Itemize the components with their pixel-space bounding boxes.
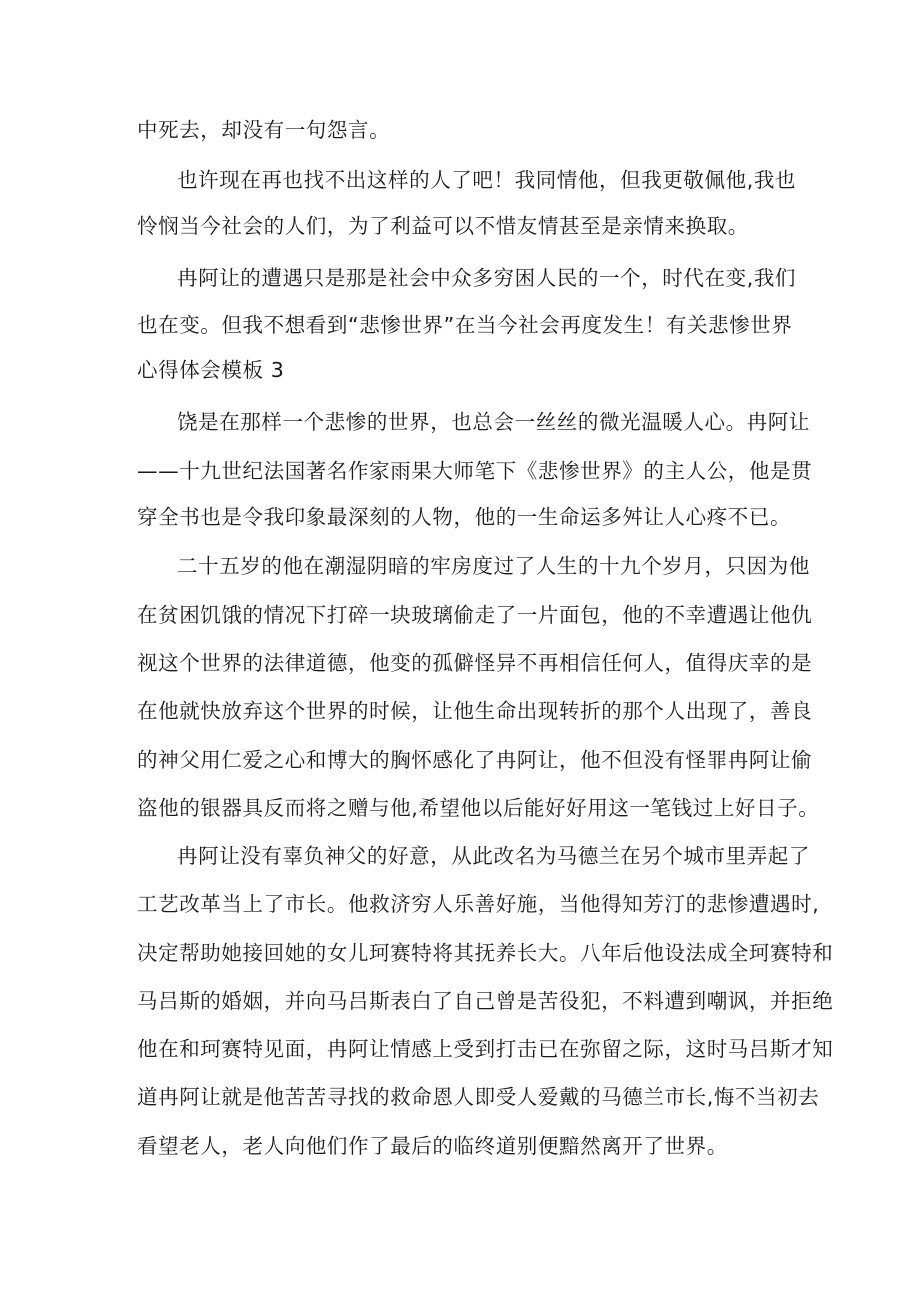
text-line: 也在变。但我不想看到“悲惨世界”在当今社会再度发生！有关悲惨世界 bbox=[137, 313, 793, 337]
text-line: 道冉阿让就是他苦苦寻找的救命恩人即受人爱戴的马德兰市长,悔不当初去 bbox=[137, 1085, 820, 1109]
text-line: 冉阿让的遭遇只是那是社会中众多穷困人民的一个，时代在变,我们 bbox=[177, 266, 797, 290]
text-line: 在贫困饥饿的情况下打碎一块玻璃偷走了一片面包，他的不幸遭遇让他仇 bbox=[137, 603, 813, 627]
text-line: 冉阿让没有辜负神父的好意，从此改名为马德兰在另个城市里弄起了 bbox=[177, 844, 810, 868]
text-line: 视这个世界的法律道德，他变的孤僻怪异不再相信任何人，值得庆幸的是 bbox=[137, 651, 813, 675]
text-line: 他在和珂赛特见面，冉阿让情感上受到打击已在弥留之际，这时马吕斯才知 bbox=[137, 1037, 834, 1061]
text-line: 中死去，却没有一句怨言。 bbox=[137, 118, 391, 142]
text-line: 怜悯当今社会的人们，为了利益可以不惜友情甚至是亲情来换取。 bbox=[137, 214, 749, 238]
text-line: 盗他的银器具反而将之赠与他,希望他以后能好好用这一笔钱过上好日子。 bbox=[137, 796, 820, 820]
text-line: 决定帮助她接回她的女儿珂赛特将其抚养长大。八年后他设法成全珂赛特和 bbox=[137, 941, 834, 965]
text-line: 在他就快放弃这个世界的时候，让他生命出现转折的那个人出现了，善良 bbox=[137, 699, 813, 723]
text-line: 马吕斯的婚姻，并向马吕斯表白了自己曾是苦役犯，不料遭到嘲讽，并拒绝 bbox=[137, 989, 834, 1013]
text-line: 工艺改革当上了市长。他救济穷人乐善好施，当他得知芳汀的悲惨遭遇时, bbox=[137, 892, 820, 916]
text-line: 的神父用仁爱之心和博大的胸怀感化了冉阿让，他不但没有怪罪冉阿让偷 bbox=[137, 748, 813, 772]
text-line: 也许现在再也找不出这样的人了吧！我同情他，但我更敬佩他,我也 bbox=[177, 168, 797, 192]
text-line: 穿全书也是令我印象最深刻的人物，他的一生命运多舛让人心疼不已。 bbox=[137, 505, 792, 529]
text-line: 二十五岁的他在潮湿阴暗的牢房度过了人生的十九个岁月，只因为他 bbox=[177, 554, 810, 578]
text-line: 看望老人，老人向他们作了最后的临终道别便黯然离开了世界。 bbox=[137, 1134, 728, 1158]
text-line: 心得体会模板 3 bbox=[137, 358, 285, 382]
text-line: ——十九世纪法国著名作家雨果大师笔下《悲惨世界》的主人公，他是贯 bbox=[137, 459, 813, 483]
text-line: 饶是在那样一个悲惨的世界，也总会一丝丝的微光温暖人心。冉阿让 bbox=[177, 410, 810, 434]
